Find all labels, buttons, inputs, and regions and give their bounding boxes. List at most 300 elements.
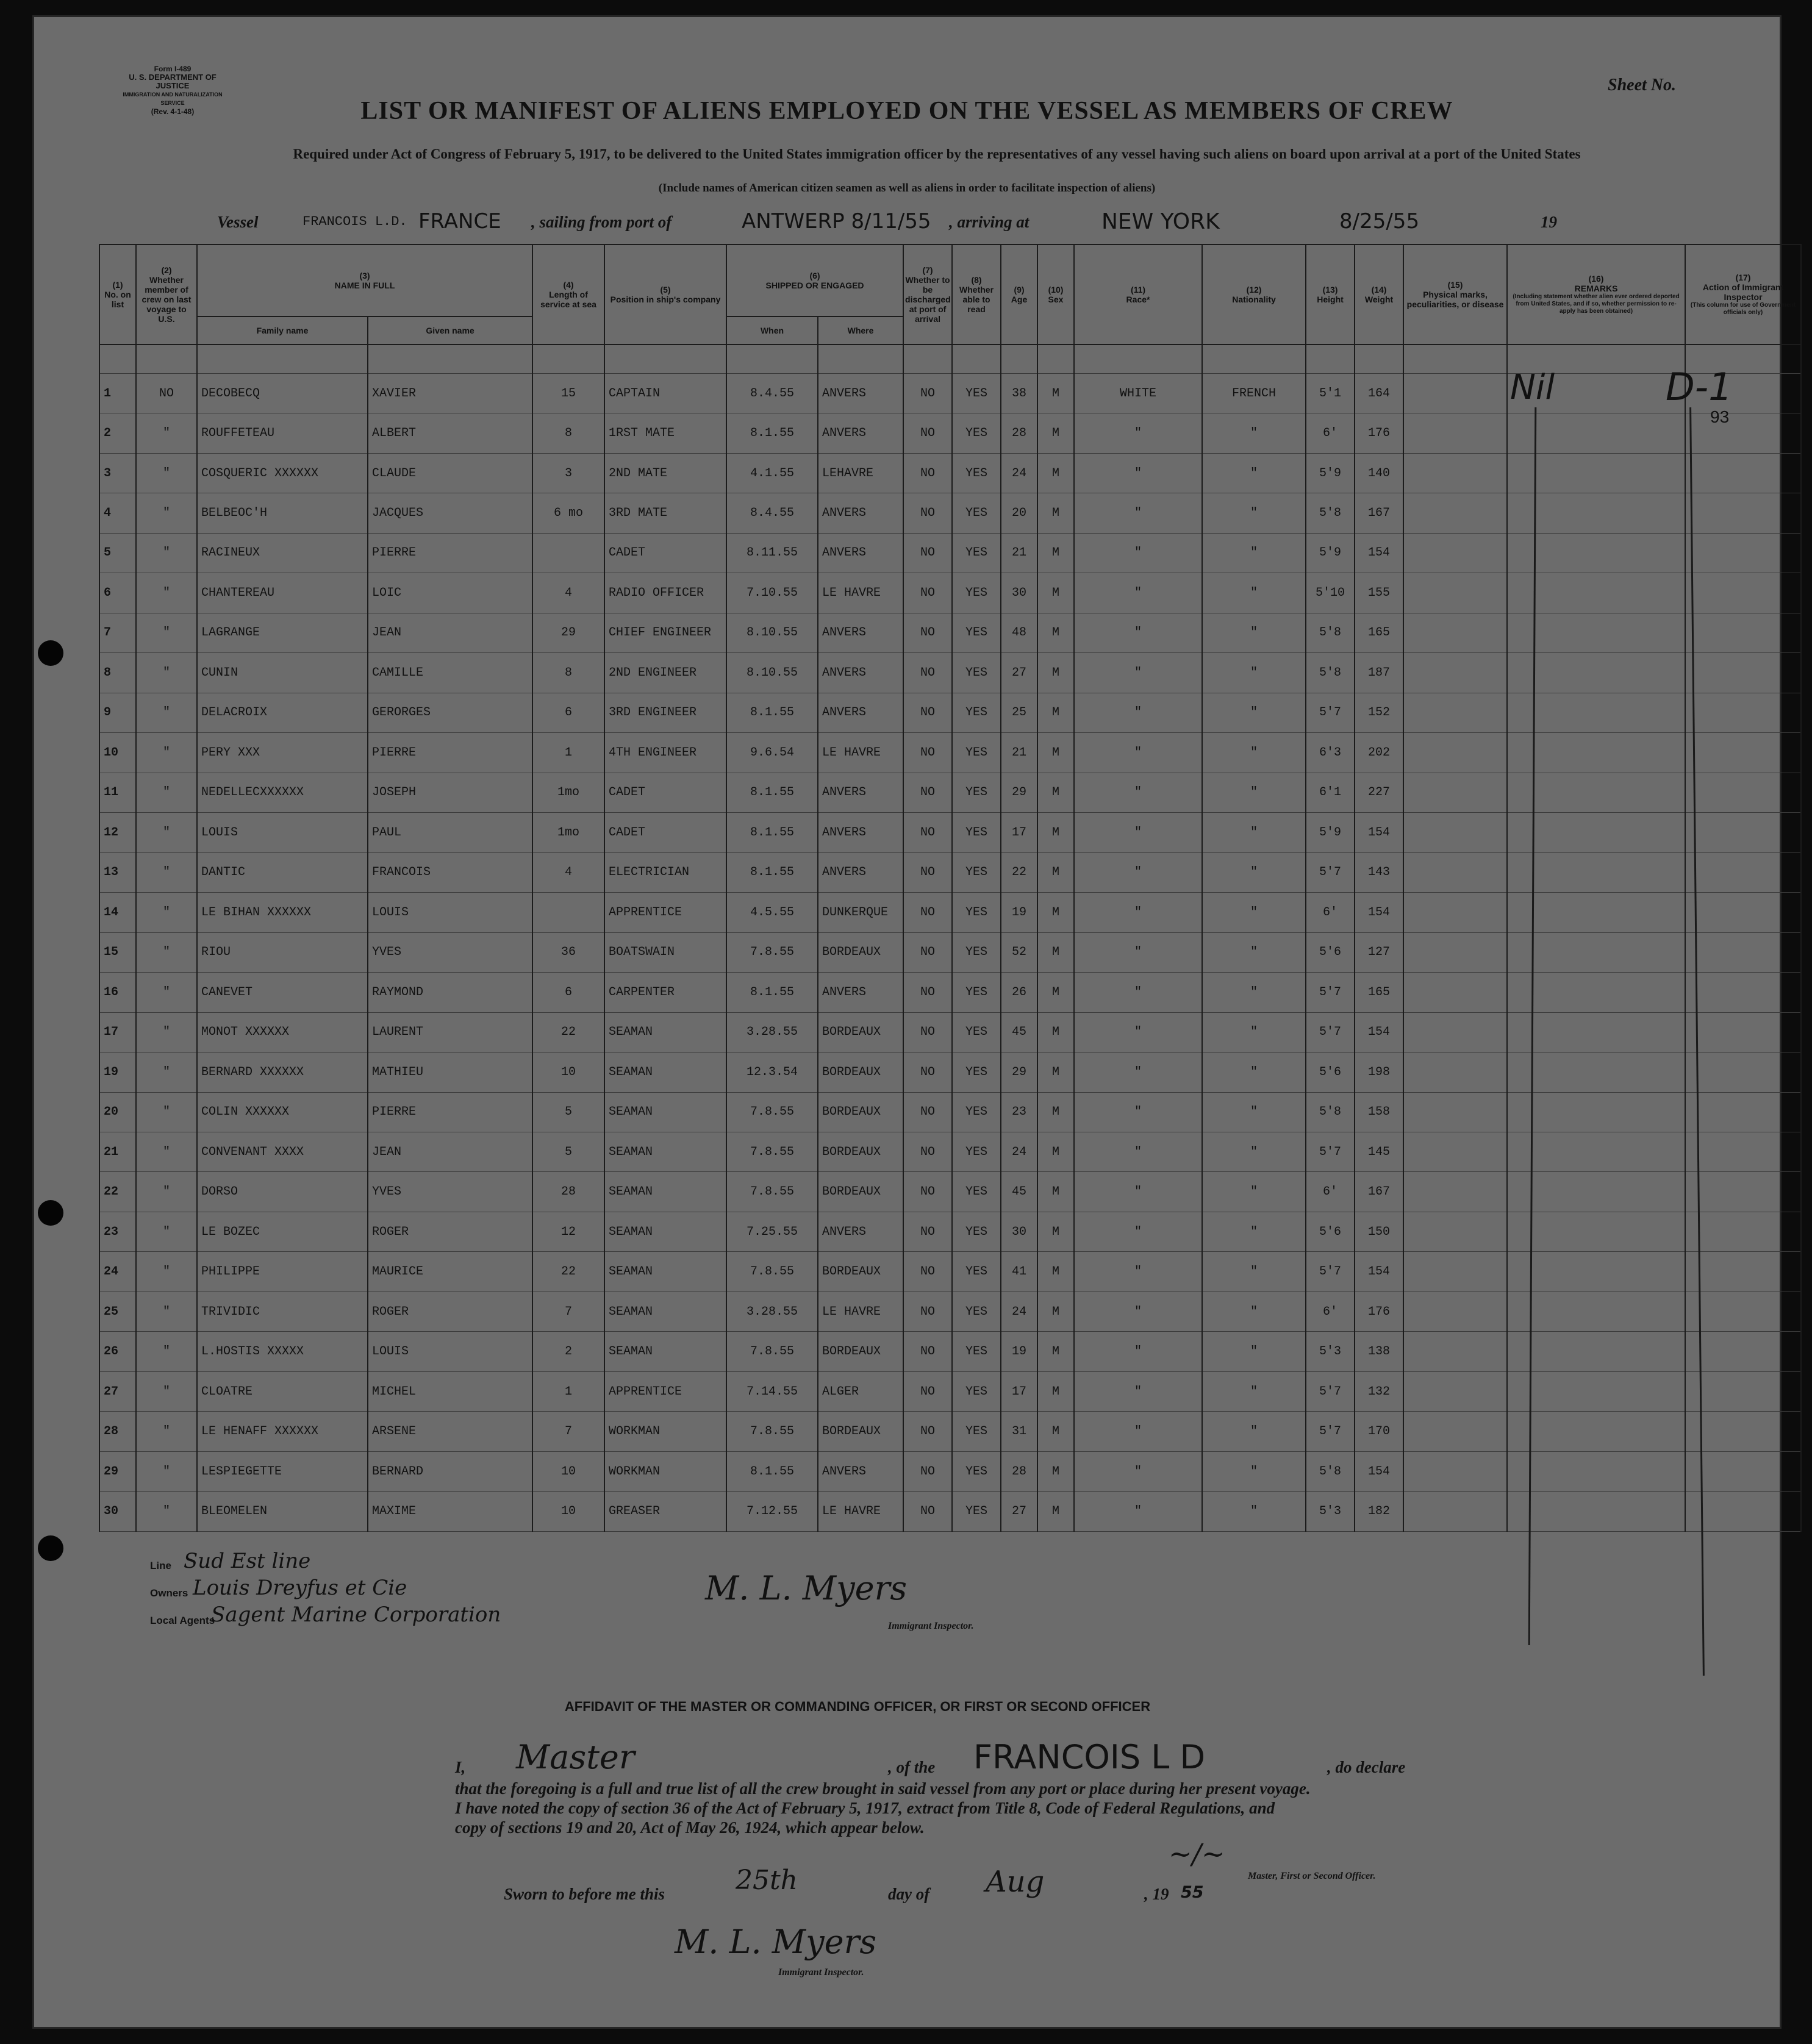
vessel-flag: FRANCE (418, 209, 501, 234)
given-name-cell: JOSEPH (368, 773, 532, 812)
col-height-header: (13) Height (1306, 245, 1355, 345)
sex-cell: M (1037, 1012, 1074, 1052)
inspector-action-cell (1685, 1172, 1801, 1212)
nationality-cell: FRENCH (1202, 373, 1306, 413)
weight-cell: 176 (1355, 413, 1403, 453)
position-cell: CADET (604, 773, 726, 812)
last-voyage-cell: " (136, 1172, 197, 1212)
given-name-cell: MAXIME (368, 1492, 532, 1532)
punch-hole (38, 640, 63, 666)
able-to-read-cell: YES (952, 613, 1001, 652)
given-name-cell: GERORGES (368, 693, 532, 732)
shipped-when-cell: 8.10.55 (726, 613, 818, 652)
inspector-action-cell (1685, 1132, 1801, 1172)
remarks-annotation: Nil (1510, 368, 1555, 407)
physical-marks-cell (1403, 453, 1507, 493)
physical-marks-cell (1403, 1132, 1507, 1172)
col-age-header: (9) Age (1001, 245, 1037, 345)
sex-cell: M (1037, 613, 1074, 652)
col-read-header: (8) Whether able to read (952, 245, 1001, 345)
discharged-cell: NO (903, 493, 952, 533)
row-number-cell: 4 (99, 493, 136, 533)
age-cell: 17 (1001, 813, 1037, 852)
row-number-cell: 12 (99, 813, 136, 852)
race-cell: " (1074, 573, 1202, 613)
shipped-when-cell: 7.8.55 (726, 1172, 818, 1212)
table-row (99, 613, 1801, 652)
shipped-where-cell: ANVERS (818, 533, 903, 573)
able-to-read-cell: YES (952, 1371, 1001, 1411)
age-cell: 30 (1001, 1212, 1037, 1251)
col-race-header: (11) Race* (1074, 245, 1202, 345)
col-service-header: (4) Length of service at sea (532, 245, 604, 345)
sex-cell: M (1037, 1132, 1074, 1172)
row-number-cell: 16 (99, 973, 136, 1012)
sex-cell: M (1037, 493, 1074, 533)
family-name-cell: LE HENAFF XXXXXX (197, 1412, 368, 1451)
able-to-read-cell: YES (952, 852, 1001, 892)
position-cell: CADET (604, 533, 726, 573)
race-cell: " (1074, 973, 1202, 1012)
able-to-read-cell: YES (952, 1412, 1001, 1451)
inspector-action-cell (1685, 573, 1801, 613)
age-cell: 21 (1001, 533, 1037, 573)
inspector-action-cell (1685, 1012, 1801, 1052)
shipped-when-cell: 3.28.55 (726, 1292, 818, 1331)
able-to-read-cell: YES (952, 1092, 1001, 1132)
remarks-cell (1507, 973, 1685, 1012)
crew-manifest-table (99, 244, 1802, 1532)
row-number-cell: 15 (99, 932, 136, 972)
length-of-service-cell: 4 (532, 573, 604, 613)
weight-cell: 154 (1355, 893, 1403, 932)
given-name-cell: ALBERT (368, 413, 532, 453)
shipped-when-cell: 7.8.55 (726, 932, 818, 972)
given-name-cell: LOUIS (368, 1332, 532, 1371)
able-to-read-cell: YES (952, 813, 1001, 852)
physical-marks-cell (1403, 973, 1507, 1012)
able-to-read-cell: YES (952, 373, 1001, 413)
table-row (99, 893, 1801, 932)
inspector-action-cell (1685, 413, 1801, 453)
weight-cell: 198 (1355, 1052, 1403, 1092)
able-to-read-cell: YES (952, 1332, 1001, 1371)
shipped-when-cell: 8.1.55 (726, 413, 818, 453)
sex-cell: M (1037, 1172, 1074, 1212)
sex-cell: M (1037, 1252, 1074, 1292)
race-cell: " (1074, 1252, 1202, 1292)
race-cell: " (1074, 1292, 1202, 1331)
able-to-read-cell: YES (952, 733, 1001, 773)
nationality-cell: " (1202, 973, 1306, 1012)
col-sex-header: (10) Sex (1037, 245, 1074, 345)
physical-marks-cell (1403, 733, 1507, 773)
height-cell: 5'10 (1306, 573, 1355, 613)
last-voyage-cell: " (136, 1371, 197, 1411)
physical-marks-cell (1403, 1412, 1507, 1451)
table-row (99, 1052, 1801, 1092)
table-row (99, 852, 1801, 892)
nationality-cell: " (1202, 693, 1306, 732)
shipped-when-cell: 8.1.55 (726, 773, 818, 812)
position-cell: 1RST MATE (604, 413, 726, 453)
position-cell: SEAMAN (604, 1332, 726, 1371)
position-cell: SEAMAN (604, 1172, 726, 1212)
height-cell: 5'7 (1306, 852, 1355, 892)
shipped-where-cell: ANVERS (818, 773, 903, 812)
physical-marks-cell (1403, 1012, 1507, 1052)
family-name-cell: CLOATRE (197, 1371, 368, 1411)
sex-cell: M (1037, 813, 1074, 852)
able-to-read-cell: YES (952, 1492, 1001, 1532)
last-voyage-cell: " (136, 573, 197, 613)
length-of-service-cell: 4 (532, 852, 604, 892)
last-voyage-cell: " (136, 1451, 197, 1491)
weight-cell: 167 (1355, 1172, 1403, 1212)
family-name-cell: CUNIN (197, 653, 368, 693)
remarks-cell (1507, 1371, 1685, 1411)
length-of-service-cell: 15 (532, 373, 604, 413)
physical-marks-cell (1403, 373, 1507, 413)
department-name: U. S. DEPARTMENT OF JUSTICE (129, 73, 217, 90)
col-weight-header: (14) Weight (1355, 245, 1403, 345)
physical-marks-cell (1403, 1451, 1507, 1491)
length-of-service-cell: 10 (532, 1052, 604, 1092)
position-cell: 2ND ENGINEER (604, 653, 726, 693)
height-cell: 5'3 (1306, 1332, 1355, 1371)
length-of-service-cell: 3 (532, 453, 604, 493)
shipped-when-cell: 8.1.55 (726, 693, 818, 732)
age-cell: 45 (1001, 1012, 1037, 1052)
height-cell: 6'3 (1306, 733, 1355, 773)
vessel-name: FRANCOIS L.D. (303, 214, 407, 229)
last-voyage-cell: " (136, 1052, 197, 1092)
family-name-cell: TRIVIDIC (197, 1292, 368, 1331)
discharged-cell: NO (903, 573, 952, 613)
able-to-read-cell: YES (952, 932, 1001, 972)
race-cell: " (1074, 1052, 1202, 1092)
col-remarks-header: (16) REMARKS (Including statement whether alien ever ordered deported from United States, and if so, whether permission to re-apply has been obtained) (1507, 245, 1685, 345)
family-name-cell: COLIN XXXXXX (197, 1092, 368, 1132)
sworn-month: Aug (986, 1865, 1045, 1899)
inspector-action-cell (1685, 693, 1801, 732)
given-name-cell: MICHEL (368, 1371, 532, 1411)
page-subtitle: Required under Act of Congress of February 5, 1917, to be delivered to the United States immigration officer by the representatives of any vessel having such aliens on board upon arrival at a port of the United States (293, 146, 1581, 162)
last-voyage-cell: " (136, 932, 197, 972)
shipped-where-cell: LEHAVRE (818, 453, 903, 493)
race-cell: " (1074, 1412, 1202, 1451)
manifest-sheet (34, 17, 1796, 2027)
sworn-day: 25th (736, 1865, 798, 1896)
height-cell: 5'7 (1306, 1012, 1355, 1052)
shipped-when-cell: 8.1.55 (726, 852, 818, 892)
table-row (99, 493, 1801, 533)
inspector-action-cell (1685, 773, 1801, 812)
given-name-cell: LOIC (368, 573, 532, 613)
year-label-19: , 19 (1144, 1885, 1169, 1903)
physical-marks-cell (1403, 493, 1507, 533)
discharged-cell: NO (903, 1052, 952, 1092)
last-voyage-cell: " (136, 1292, 197, 1331)
remarks-cell (1507, 413, 1685, 453)
shipped-where-cell: BORDEAUX (818, 1132, 903, 1172)
inspector-action-cell (1685, 1252, 1801, 1292)
shipped-where-cell: DUNKERQUE (818, 893, 903, 932)
nationality-cell: " (1202, 733, 1306, 773)
inspector-action-cell (1685, 932, 1801, 972)
row-number-cell: 25 (99, 1292, 136, 1331)
table-row (99, 653, 1801, 693)
shipped-when-cell: 8.1.55 (726, 1451, 818, 1491)
age-cell: 25 (1001, 693, 1037, 732)
physical-marks-cell (1403, 1332, 1507, 1371)
able-to-read-cell: YES (952, 773, 1001, 812)
last-voyage-cell: " (136, 1492, 197, 1532)
family-name-cell: DORSO (197, 1172, 368, 1212)
shipped-where-cell: ANVERS (818, 653, 903, 693)
table-row (99, 1492, 1801, 1532)
table-row (99, 1172, 1801, 1212)
year-label: 19 (1541, 213, 1557, 231)
family-name-cell: DELACROIX (197, 693, 368, 732)
race-cell: " (1074, 813, 1202, 852)
discharged-cell: NO (903, 1292, 952, 1331)
nationality-cell: " (1202, 1132, 1306, 1172)
given-name-cell: RAYMOND (368, 973, 532, 1012)
sex-cell: M (1037, 733, 1074, 773)
line-value: Sud Est line (184, 1549, 311, 1573)
remarks-cell (1507, 1252, 1685, 1292)
last-voyage-cell: " (136, 1092, 197, 1132)
inspector-caption: Immigrant Inspector. (888, 1621, 974, 1631)
nationality-cell: " (1202, 613, 1306, 652)
length-of-service-cell: 2 (532, 1332, 604, 1371)
vessel-line (217, 209, 1589, 237)
able-to-read-cell: YES (952, 533, 1001, 573)
row-number-cell: 13 (99, 852, 136, 892)
position-cell: SEAMAN (604, 1012, 726, 1052)
height-cell: 5'7 (1306, 973, 1355, 1012)
nationality-cell: " (1202, 773, 1306, 812)
physical-marks-cell (1403, 1492, 1507, 1532)
table-row (99, 1451, 1801, 1491)
shipped-where-cell: ANVERS (818, 973, 903, 1012)
length-of-service-cell (532, 533, 604, 573)
table-row (99, 1212, 1801, 1251)
last-voyage-cell: " (136, 1132, 197, 1172)
shipped-when-cell: 8.1.55 (726, 813, 818, 852)
remarks-cell (1507, 1492, 1685, 1532)
height-cell: 5'7 (1306, 1132, 1355, 1172)
length-of-service-cell: 1 (532, 733, 604, 773)
weight-cell: 154 (1355, 1451, 1403, 1491)
weight-cell: 182 (1355, 1492, 1403, 1532)
row-number-cell: 7 (99, 613, 136, 652)
given-name-cell: ROGER (368, 1292, 532, 1331)
family-name-cell: BELBEOC'H (197, 493, 368, 533)
position-cell: SEAMAN (604, 1212, 726, 1251)
race-cell: " (1074, 453, 1202, 493)
last-voyage-cell: " (136, 773, 197, 812)
shipped-when-cell: 8.11.55 (726, 533, 818, 573)
position-cell: CADET (604, 813, 726, 852)
given-name-cell: MAURICE (368, 1252, 532, 1292)
age-cell: 41 (1001, 1252, 1037, 1292)
sex-cell: M (1037, 932, 1074, 972)
nationality-cell: " (1202, 573, 1306, 613)
last-voyage-cell: " (136, 1252, 197, 1292)
inspector-action-cell (1685, 893, 1801, 932)
able-to-read-cell: YES (952, 973, 1001, 1012)
sex-cell: M (1037, 413, 1074, 453)
able-to-read-cell: YES (952, 1132, 1001, 1172)
sex-cell: M (1037, 852, 1074, 892)
affidavit-inspector-caption: Immigrant Inspector. (778, 1967, 864, 1978)
weight-cell: 176 (1355, 1292, 1403, 1331)
sex-cell: M (1037, 1492, 1074, 1532)
family-name-cell: DANTIC (197, 852, 368, 892)
nationality-cell: " (1202, 1332, 1306, 1371)
race-cell: " (1074, 1332, 1202, 1371)
last-voyage-cell: " (136, 453, 197, 493)
vessel-label: Vessel (217, 213, 259, 231)
sex-cell: M (1037, 1092, 1074, 1132)
height-cell: 6' (1306, 413, 1355, 453)
col-given-name-header: Given name (368, 316, 532, 345)
sailing-label: , sailing from port of (531, 213, 672, 231)
weight-cell: 158 (1355, 1092, 1403, 1132)
row-number-cell: 10 (99, 733, 136, 773)
inspector-action-cell (1685, 453, 1801, 493)
sex-cell: M (1037, 1292, 1074, 1331)
inspector-action-cell (1685, 1052, 1801, 1092)
table-row (99, 932, 1801, 972)
inspector-action-cell (1685, 1212, 1801, 1251)
shipped-where-cell: LE HAVRE (818, 1492, 903, 1532)
master-name: Master (516, 1738, 635, 1776)
row-number-cell: 28 (99, 1412, 136, 1451)
race-cell: " (1074, 533, 1202, 573)
row-number-cell: 14 (99, 893, 136, 932)
age-cell: 22 (1001, 852, 1037, 892)
sex-cell: M (1037, 893, 1074, 932)
affidavit-text-3: copy of sections 19 and 20, Act of May 26, 1924, which appear below. (455, 1818, 925, 1837)
shipped-when-cell: 8.1.55 (726, 973, 818, 1012)
race-cell: " (1074, 413, 1202, 453)
sex-cell: M (1037, 973, 1074, 1012)
age-cell: 27 (1001, 1492, 1037, 1532)
shipped-when-cell: 7.8.55 (726, 1132, 818, 1172)
given-name-cell: BERNARD (368, 1451, 532, 1491)
discharged-cell: NO (903, 852, 952, 892)
remarks-cell (1507, 1092, 1685, 1132)
length-of-service-cell: 6 (532, 973, 604, 1012)
weight-cell: 152 (1355, 693, 1403, 732)
weight-cell: 170 (1355, 1412, 1403, 1451)
shipped-when-cell: 7.12.55 (726, 1492, 818, 1532)
length-of-service-cell: 6 (532, 693, 604, 732)
height-cell: 6' (1306, 1172, 1355, 1212)
age-cell: 24 (1001, 453, 1037, 493)
able-to-read-cell: YES (952, 453, 1001, 493)
family-name-cell: LE BOZEC (197, 1212, 368, 1251)
discharged-cell: NO (903, 733, 952, 773)
position-cell: RADIO OFFICER (604, 573, 726, 613)
nationality-cell: " (1202, 1172, 1306, 1212)
height-cell: 5'8 (1306, 653, 1355, 693)
position-cell: CHIEF ENGINEER (604, 613, 726, 652)
weight-cell: 127 (1355, 932, 1403, 972)
sex-cell: M (1037, 1052, 1074, 1092)
weight-cell: 132 (1355, 1371, 1403, 1411)
length-of-service-cell: 1 (532, 1371, 604, 1411)
row-number-cell: 27 (99, 1371, 136, 1411)
length-of-service-cell: 12 (532, 1212, 604, 1251)
affidavit-inspector-signature: M. L. Myers (675, 1923, 877, 1961)
height-cell: 5'9 (1306, 813, 1355, 852)
row-number-cell: 6 (99, 573, 136, 613)
shipped-when-cell: 4.1.55 (726, 453, 818, 493)
able-to-read-cell: YES (952, 413, 1001, 453)
given-name-cell: YVES (368, 1172, 532, 1212)
family-name-cell: MONOT XXXXXX (197, 1012, 368, 1052)
able-to-read-cell: YES (952, 493, 1001, 533)
physical-marks-cell (1403, 693, 1507, 732)
table-row (99, 1371, 1801, 1411)
able-to-read-cell: YES (952, 653, 1001, 693)
length-of-service-cell (532, 893, 604, 932)
family-name-cell: LAGRANGE (197, 613, 368, 652)
family-name-cell: NEDELLECXXXXXX (197, 773, 368, 812)
shipped-where-cell: BORDEAUX (818, 1052, 903, 1092)
age-cell: 23 (1001, 1092, 1037, 1132)
last-voyage-cell: " (136, 1012, 197, 1052)
sex-cell: M (1037, 573, 1074, 613)
shipped-when-cell: 12.3.54 (726, 1052, 818, 1092)
race-cell: " (1074, 693, 1202, 732)
affidavit-title: AFFIDAVIT OF THE MASTER OR COMMANDING OFFICER, OR FIRST OR SECOND OFFICER (564, 1699, 1151, 1714)
discharged-cell: NO (903, 773, 952, 812)
row-number-cell: 1 (99, 373, 136, 413)
height-cell: 6' (1306, 1292, 1355, 1331)
able-to-read-cell: YES (952, 1252, 1001, 1292)
table-row (99, 693, 1801, 732)
shipped-when-cell: 8.4.55 (726, 373, 818, 413)
position-cell: APPRENTICE (604, 1371, 726, 1411)
affidavit-i-label: I, (455, 1758, 466, 1776)
page-title: LIST OR MANIFEST OF ALIENS EMPLOYED ON THE VESSEL AS MEMBERS OF CREW (360, 97, 1453, 125)
shipped-when-cell: 7.10.55 (726, 573, 818, 613)
table-row (99, 973, 1801, 1012)
weight-cell: 202 (1355, 733, 1403, 773)
col-family-name-header: Family name (197, 316, 368, 345)
height-cell: 5'6 (1306, 1212, 1355, 1251)
shipped-where-cell: ANVERS (818, 852, 903, 892)
inspector-action-cell (1685, 852, 1801, 892)
arrival-date: 8/25/55 (1339, 209, 1420, 234)
shipped-where-cell: ANVERS (818, 1212, 903, 1251)
physical-marks-cell (1403, 852, 1507, 892)
height-cell: 6'1 (1306, 773, 1355, 812)
nationality-cell: " (1202, 932, 1306, 972)
position-cell: SEAMAN (604, 1132, 726, 1172)
physical-marks-cell (1403, 1172, 1507, 1212)
age-cell: 52 (1001, 932, 1037, 972)
height-cell: 5'7 (1306, 1412, 1355, 1451)
row-number-cell: 21 (99, 1132, 136, 1172)
nationality-cell: " (1202, 852, 1306, 892)
physical-marks-cell (1403, 413, 1507, 453)
